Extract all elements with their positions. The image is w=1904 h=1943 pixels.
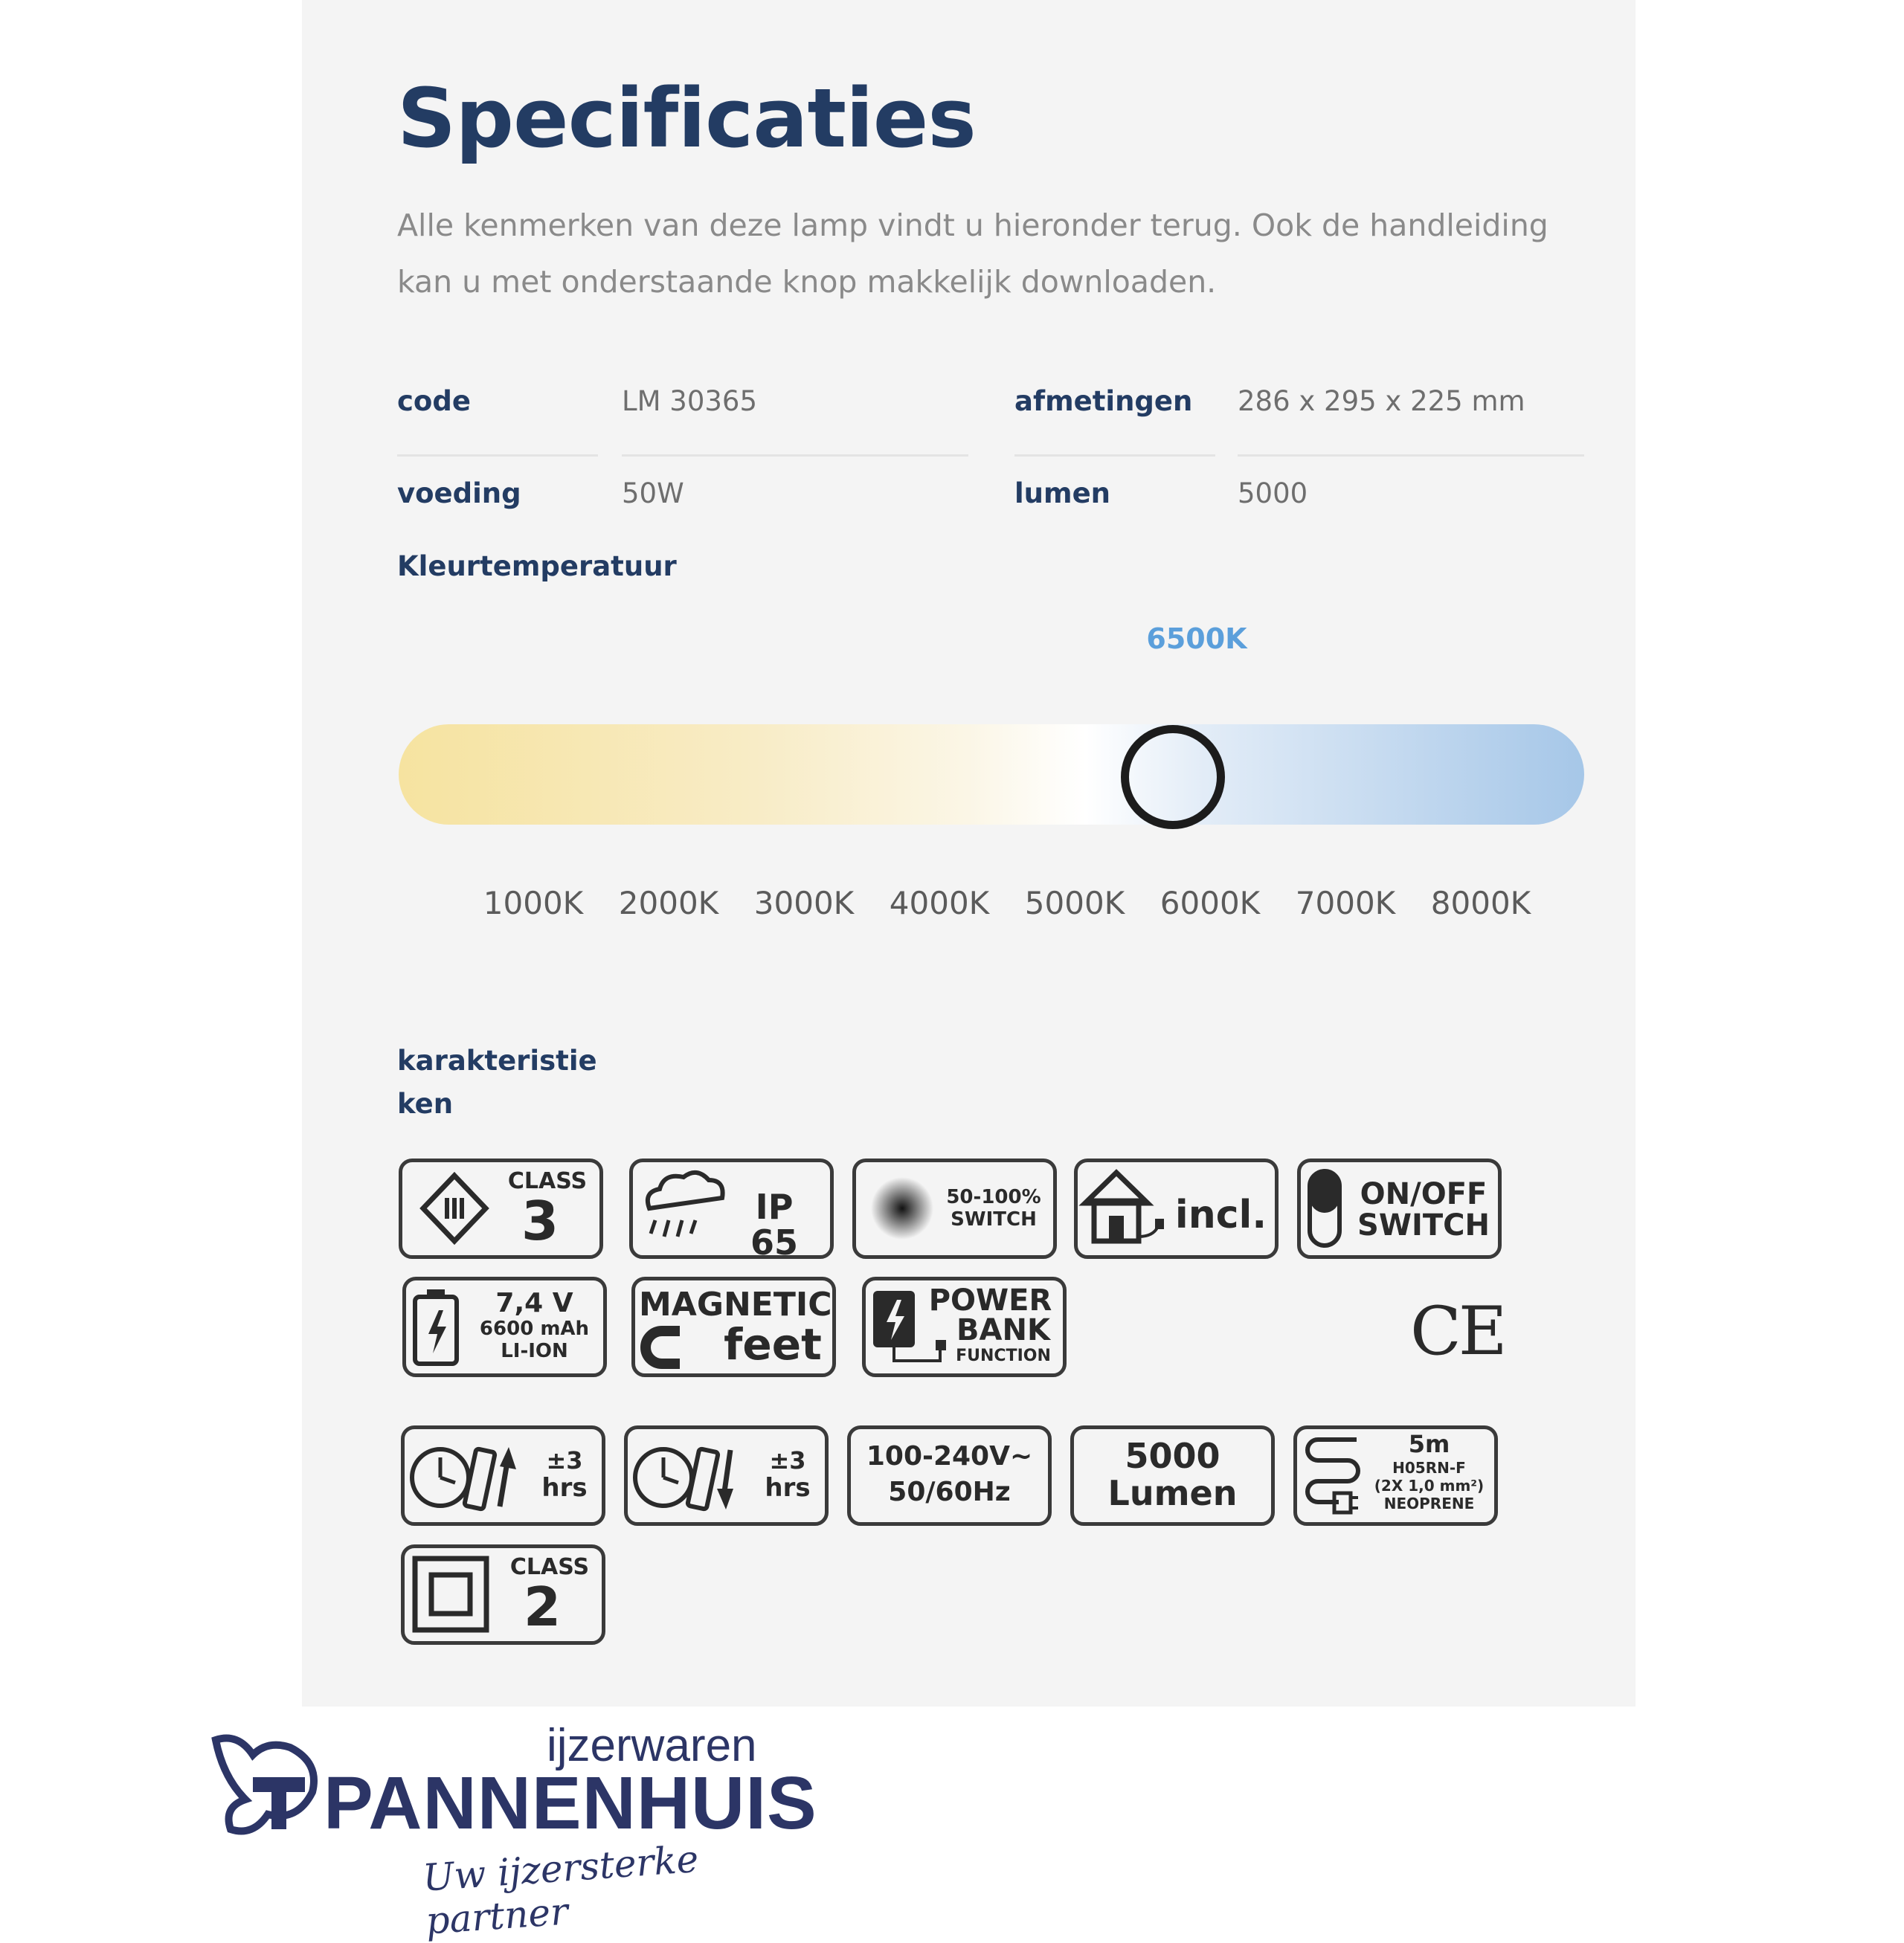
icon-text: hrs — [765, 1473, 811, 1503]
spec-value-code: LM 30365 — [622, 385, 758, 417]
icon-text: ±3 — [546, 1446, 583, 1475]
charger-incl-icon — [1074, 1159, 1279, 1259]
characteristics-label-line: ken — [397, 1088, 454, 1120]
power-bank-icon — [862, 1277, 1067, 1377]
scale-tick: 1000K — [483, 885, 584, 921]
divider — [622, 454, 968, 457]
divider — [1014, 454, 1215, 457]
color-temperature-slider[interactable] — [399, 724, 1584, 825]
voltage-icon — [847, 1425, 1052, 1526]
spec-label-code: code — [397, 385, 471, 417]
icon-text: incl. — [1174, 1193, 1267, 1237]
page-title: Specificaties — [397, 71, 976, 166]
icon-text: hrs — [541, 1473, 588, 1503]
divider — [397, 454, 598, 457]
divider — [1238, 454, 1584, 457]
icon-text: SWITCH — [1357, 1208, 1490, 1243]
characteristics-label — [397, 1040, 620, 1126]
magnetic-feet-icon — [631, 1277, 836, 1377]
icon-text: 6600 mAh — [479, 1318, 590, 1340]
intro-text: Alle kenmerken van deze lamp vindt u hieronder terug. Ook de handleiding kan u met onderstaande knop makkelijk downloaden. — [397, 207, 1548, 300]
spec-label-voeding: voeding — [397, 477, 521, 509]
icon-text: 50-100% — [946, 1186, 1041, 1208]
icon-text: ON/OFF — [1360, 1177, 1488, 1211]
characteristics-label-line: karakteristie — [397, 1045, 597, 1077]
dimmer-switch-icon — [852, 1159, 1057, 1259]
icon-text: 2 — [523, 1576, 562, 1638]
scale-tick: 2000K — [618, 885, 719, 921]
color-temperature-scale — [466, 885, 1548, 921]
logo-big-text: PANNENHUIS — [324, 1762, 817, 1845]
icon-text: ±3 — [769, 1446, 806, 1475]
logo-tagline: Uw ijzersterke partner — [421, 1837, 700, 1943]
icon-text: FUNCTION — [956, 1347, 1051, 1365]
scale-tick: 5000K — [1024, 885, 1125, 921]
icon-text: LI-ION — [501, 1340, 568, 1362]
icon-text: 5000 — [1125, 1436, 1220, 1476]
icon-text: MAGNETIC — [639, 1286, 832, 1324]
icon-text: 7,4 V — [495, 1288, 573, 1318]
scale-tick: 8000K — [1430, 885, 1531, 921]
scale-tick: 7000K — [1295, 885, 1396, 921]
specs-panel — [302, 0, 1636, 1707]
logo-mark-icon — [201, 1725, 327, 1837]
icon-text: (2X 1,0 mm²) — [1374, 1477, 1485, 1495]
class-3-icon — [399, 1159, 603, 1259]
spec-value-voeding: 50W — [622, 477, 684, 509]
icon-text: 50/60Hz — [888, 1477, 1011, 1507]
icon-text: BANK — [956, 1313, 1050, 1347]
class-2-icon — [401, 1544, 605, 1645]
icon-text: H05RN-F — [1392, 1459, 1466, 1477]
icon-text: feet — [724, 1319, 822, 1370]
icon-text: IP 65 — [750, 1187, 798, 1263]
pannenhuis-logo — [201, 1710, 817, 1943]
run-time-icon — [624, 1425, 829, 1526]
scale-tick: 4000K — [889, 885, 990, 921]
icon-text: CLASS — [507, 1168, 588, 1194]
icon-text: SWITCH — [951, 1208, 1037, 1231]
spec-label-lumen: lumen — [1014, 477, 1111, 509]
slider-handle[interactable] — [1121, 725, 1225, 829]
icon-text: 3 — [521, 1190, 559, 1252]
charge-time-icon — [401, 1425, 605, 1526]
spec-label-afmetingen: afmetingen — [1014, 385, 1193, 417]
icon-text: Lumen — [1107, 1473, 1238, 1513]
color-temperature-current: 6500K — [1146, 622, 1247, 655]
color-temperature-label: Kleurtemperatuur — [397, 550, 677, 582]
spec-value-lumen: 5000 — [1238, 477, 1308, 509]
battery-icon — [402, 1277, 607, 1377]
icon-text: NEOPRENE — [1383, 1495, 1475, 1512]
on-off-switch-icon — [1297, 1159, 1502, 1259]
ce-mark-icon: CE — [1410, 1292, 1505, 1370]
scale-tick: 3000K — [753, 885, 855, 921]
icon-text: POWER — [928, 1283, 1052, 1318]
lumen-icon — [1070, 1425, 1275, 1526]
logo-small-text: ijzerwaren — [547, 1720, 757, 1771]
spec-value-afmetingen: 286 x 295 x 225 mm — [1238, 385, 1525, 417]
scale-tick: 6000K — [1160, 885, 1261, 921]
icon-text: 100-240V~ — [866, 1441, 1033, 1472]
icon-text: 5m — [1408, 1430, 1450, 1458]
icon-text: CLASS — [509, 1554, 590, 1580]
cable-icon — [1293, 1425, 1498, 1526]
ip65-icon — [629, 1159, 834, 1263]
